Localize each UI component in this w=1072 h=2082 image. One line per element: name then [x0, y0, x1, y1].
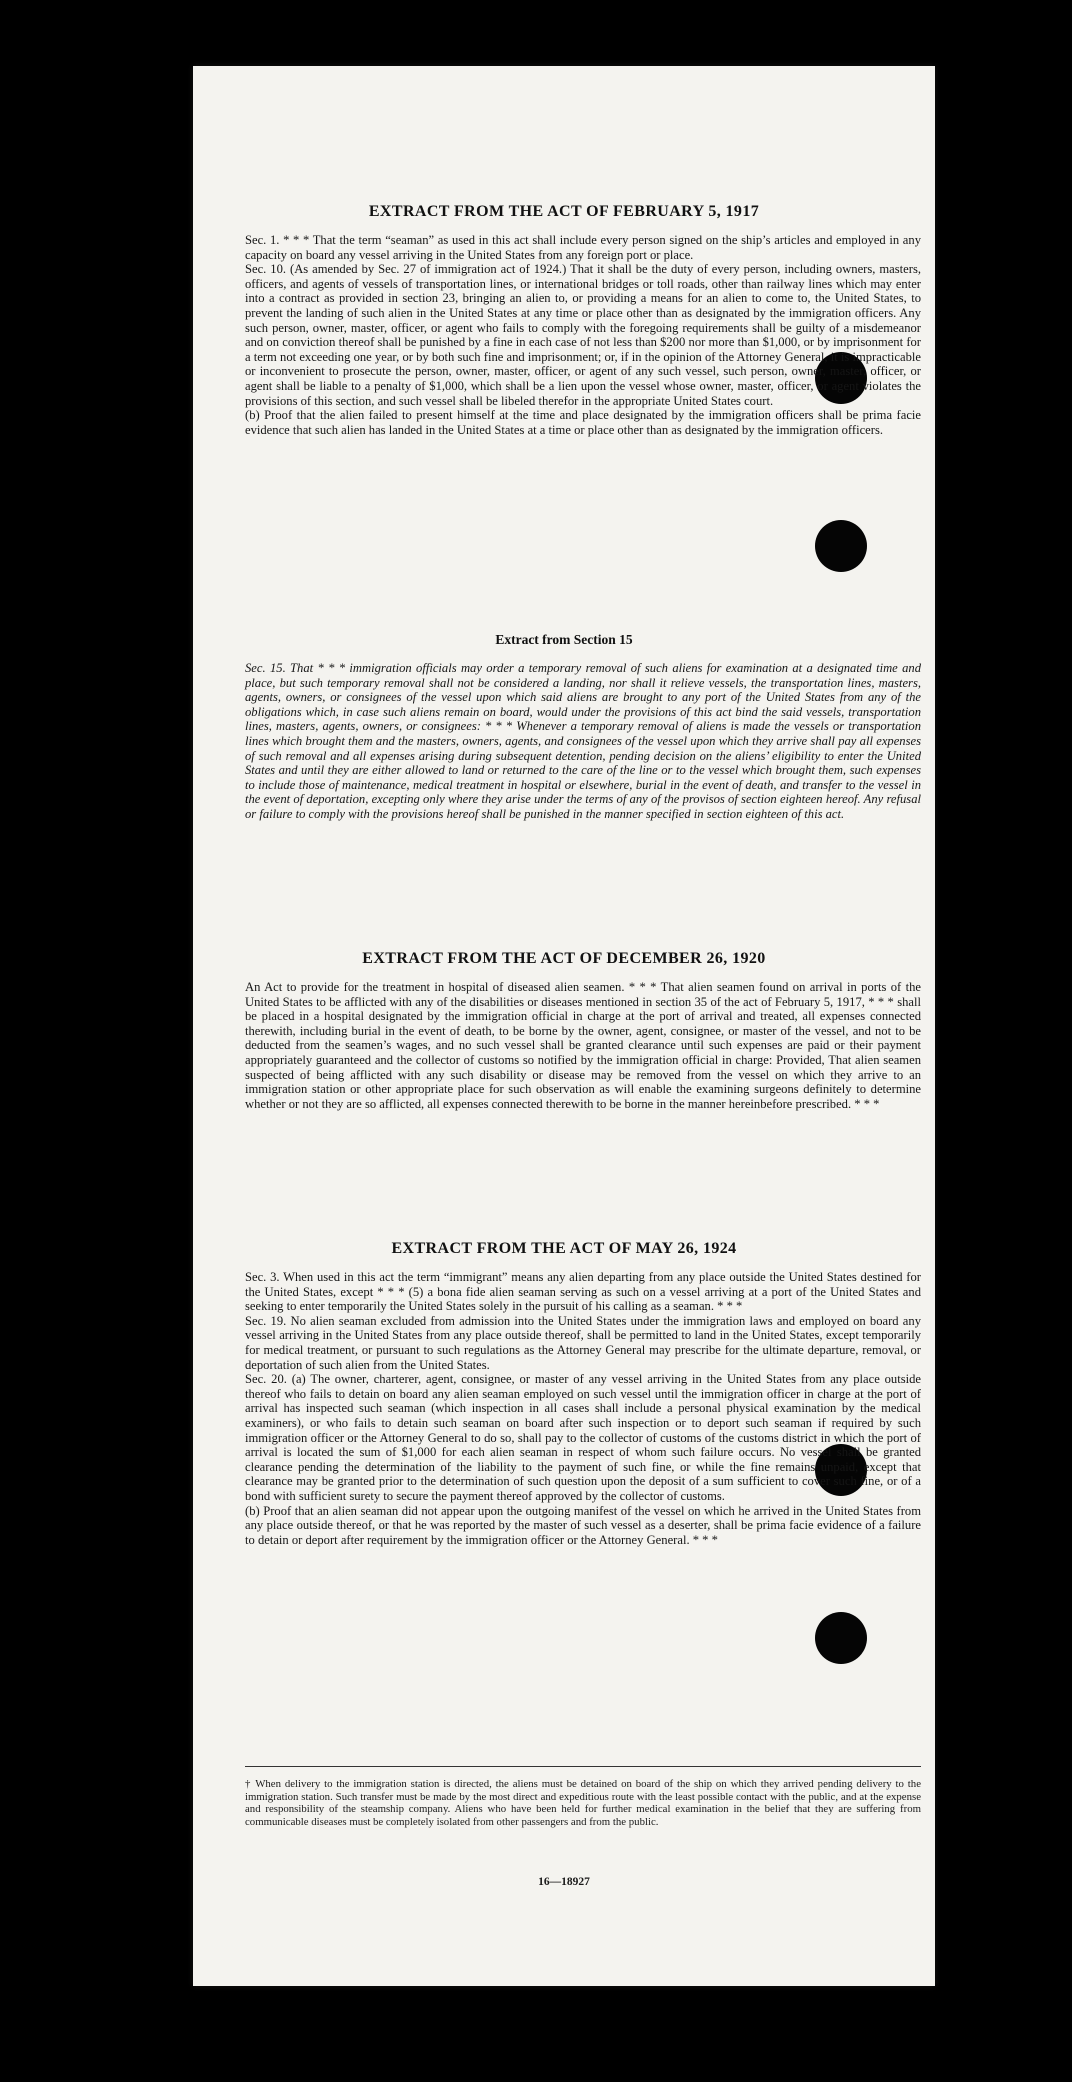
- paragraph-sec-19: Sec. 19. No alien seaman excluded from admission into the United States under the immigration laws and employed on board any vessel arriving in the United States from any place outside thereof, shall be permitted to land in the United States, except temporarily for medical treatment, or pursuant to such regulations as the Attorney General may prescribe for the ultimate departure, removal, or deportation of such alien from the United States.: [245, 1313, 921, 1372]
- paragraph-act-1920: An Act to provide for the treatment in hospital of diseased alien seamen. * * * That alien seamen found on arrival in ports of the United States to be afflicted with any of the disabilities or diseases mentioned in section 35 of the act of February 5, 1917, * * * shall be placed in a hospital designated by the immigration official in charge at the port of arrival and treated, all expenses connected therewith, including burial in the event of death, to be borne by the owner, agent, consignee, or master of the vessel, and not to be deducted from the seamen’s wages, and no such vessel shall be granted clearance until such expenses are paid or their payment appropriately guaranteed and the collector of customs so notified by the immigration official in charge: Provided, That alien seamen suspected of being afflicted with any such disability or disease may be removed from the vessel on which they arrive to an immigration station or other appropriate place for such observation as will enable the examining surgeons definitely to determine whether or not they are so afflicted, all expenses connected therewith to be borne in the manner hereinbefore prescribed. * * *: [245, 980, 921, 1111]
- footnote-divider: [245, 1766, 921, 1767]
- form-number: 16—18927: [538, 1876, 590, 1888]
- paragraph-sec-1: Sec. 1. * * * That the term “seaman” as used in this act shall include every person signed on the ship’s articles and employed in any capacity on board any vessel arriving in the United States from any foreign port or place.: [245, 233, 921, 262]
- section-1920-body: [245, 980, 921, 1111]
- subheading-section-15: Extract from Section 15: [495, 632, 633, 647]
- paragraph-sec-20b: (b) Proof that an alien seaman did not appear upon the outgoing manifest of the vessel on which he arrived in the United States from any place outside thereof, or that he was reported by the master of such vessel as a deserter, shall be prima facie evidence of a failure to detain or deport after requirement by the immigration officer or the Attorney General. * * *: [245, 1503, 921, 1547]
- punch-hole: [815, 520, 867, 572]
- heading-act-1920: EXTRACT FROM THE ACT OF DECEMBER 26, 1920: [362, 950, 766, 967]
- paragraph-sec-10b: (b) Proof that the alien failed to present himself at the time and place designated by the immigration officers shall be prima facie evidence that such alien has landed in the United States at a time or place other than as designated by the immigration officers.: [245, 408, 921, 437]
- document-page: [193, 66, 935, 1986]
- section-15-body: [245, 661, 921, 822]
- heading-act-1917: EXTRACT FROM THE ACT OF FEBRUARY 5, 1917: [368, 203, 760, 220]
- heading-act-1924: EXTRACT FROM THE ACT OF MAY 26, 1924: [391, 1240, 737, 1257]
- punch-hole: [815, 1612, 867, 1664]
- paragraph-sec-10: Sec. 10. (As amended by Sec. 27 of immigration act of 1924.) That it shall be the duty of every person, including owners, masters, officers, and agents of vessels of transportation lines, or international bridges or toll roads, other than railway lines which may enter into a contract as provided in section 23, bringing an alien to, or providing a means for an alien to come to, the United States, to prevent the landing of such alien in the United States at any time or place other than as designated by the immigration officers. Any such person, owner, master, officer, or agent who fails to comply with the foregoing requirements shall be guilty of a misdemeanor and on conviction thereof shall be punished by a fine in each case of not less than $200 nor more than $1,000, or by imprisonment for a term not exceeding one year, or by both such fine and imprisonment; or, if in the opinion of the Attorney General, it is impracticable or inconvenient to prosecute the person, owner, master, officer, or agent of any such vessel, such person, owner, master, officer, or agent shall be liable to a penalty of $1,000, which shall be a lien upon the vessel whose owner, master, officer, or agent violates the provisions of this section, and such vessel shall be libeled therefor in the appropriate United States court.: [245, 262, 921, 408]
- section-1917-body: [245, 233, 921, 437]
- paragraph-sec-3: Sec. 3. When used in this act the term “immigrant” means any alien departing from any place outside the United States destined for the United States, except * * * (5) a bona fide alien seaman serving as such on a vessel arriving at a port of the United States and seeking to enter temporarily the United States solely in the pursuit of his calling as a seaman. * * *: [245, 1270, 921, 1314]
- paragraph-sec-20: Sec. 20. (a) The owner, charterer, agent, consignee, or master of any vessel arriving in the United States from any place outside thereof who fails to detain on board any alien seaman employed on such vessel until the immigration officer in charge at the port of arrival has inspected such seaman (which inspection in all cases shall include a personal physical examination by the medical examiners), or who fails to detain such seaman on board after such inspection or to deport such seaman if required by such immigration officer or the Attorney General to do so, shall pay to the collector of customs of the customs district in which the port of arrival is located the sum of $1,000 for each alien seaman in respect of whom such failure occurs. No vessel shall be granted clearance pending the determination of the liability to the payment of such fine, or while the fine remains unpaid, except that clearance may be granted prior to the determination of such question upon the deposit of a sum sufficient to cover such fine, or of a bond with sufficient surety to secure the payment thereof approved by the collector of customs.: [245, 1372, 921, 1503]
- section-1924-body: [245, 1270, 921, 1547]
- paragraph-sec-15: Sec. 15. That * * * immigration officials may order a temporary removal of such aliens for examination at a designated time and place, but such temporary removal shall not be considered a landing, nor shall it relieve vessels, the transportation lines, masters, agents, owners, or consignees of the vessel upon which said aliens are brought to any port of the United States from any of the obligations which, in case such aliens remain on board, would under the provisions of this act bind the said vessels, transportation lines, masters, agents, owners, or consignees: * * * Whenever a temporary removal of aliens is made the vessels or transportation lines which brought them and the masters, owners, agents, and consignees of the vessel upon which they arrive shall pay all expenses of such removal and all expenses arising during subsequent detention, pending decision on the aliens’ eligibility to enter the United States and until they are either allowed to land or returned to the care of the line or to the vessel which brought them, such expenses to include those of maintenance, medical treatment in hospital or elsewhere, burial in the event of death, and transfer to the vessel in the event of deportation, excepting only where they arise under the terms of any of the provisos of section eighteen hereof. Any refusal or failure to comply with the provisions hereof shall be punished in the manner specified in section eighteen of this act.: [245, 661, 921, 821]
- footnote: † When delivery to the immigration station is directed, the aliens must be detained on board of the ship on which they arrived pending delivery to the immigration station. Such transfer must be made by the most direct and expeditious route with the least possible contact with the public, and at the expense and responsibility of the steamship company. Aliens who have been held for further medical examination in the belief that they are suffering from communicable diseases must be completely isolated from other passengers and from the public.: [245, 1778, 921, 1828]
